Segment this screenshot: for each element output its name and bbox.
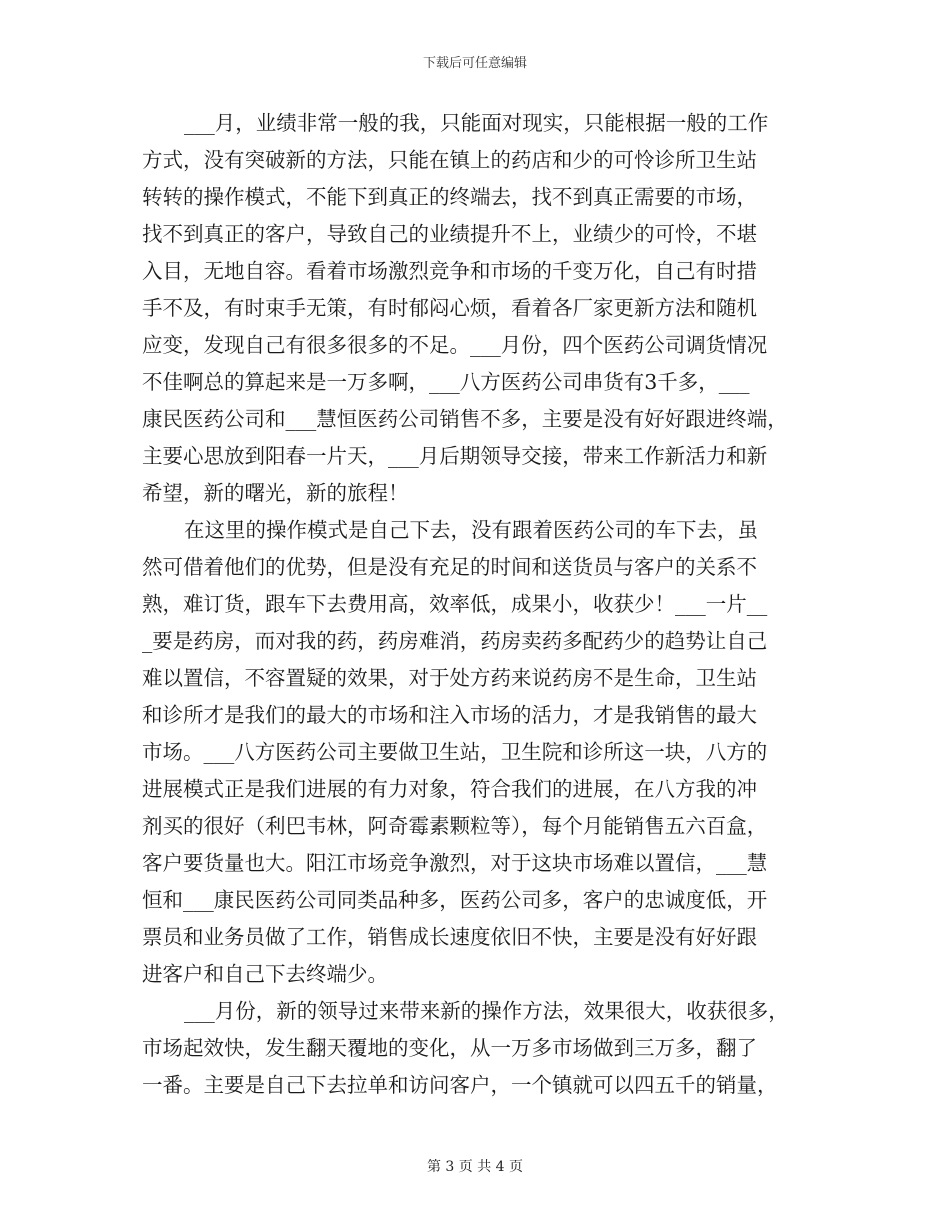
text-line: 方式，没有突破新的方法，只能在镇上的药店和少的可怜诊所卫生站 (142, 148, 757, 172)
text-line: 剂买的很好（利巴韦林，阿奇霉素颗粒等），每个月能销售五六百盒， (142, 814, 768, 838)
text-line: 市场。___八方医药公司主要做卫生站，卫生院和诊所这一块，八方的 (142, 740, 768, 764)
text-line: _要是药房，而对我的药，药房难消，药房卖药多配药少的趋势让自己 (142, 629, 768, 653)
paragraph-1 (142, 105, 822, 512)
text-line: 恒和___康民医药公司同类品种多，医药公司多，客户的忠诚度低，开 (142, 888, 768, 912)
text-line: 然可借着他们的优势，但是没有充足的时间和送货员与客户的关系不 (142, 555, 757, 579)
text-line: 应变，发现自己有很多很多的不足。___月份，四个医药公司调货情况 (142, 333, 768, 357)
text-line: 找不到真正的客户，导致自己的业绩提升不上，业绩少的可怜，不堪 (142, 222, 757, 246)
text-line: 不佳啊总的算起来是一万多啊，___八方医药公司串货有3千多，___ (142, 370, 750, 394)
document-body (142, 105, 822, 1104)
page-number-footer: 第 3 页 共 4 页 (426, 1159, 524, 1175)
text-line: 进展模式正是我们进展的有力对象，符合我们的进展，在八方我的冲 (142, 777, 757, 801)
text-line: ___月份，新的领导过来带来新的操作方法，效果很大，收获很多， (184, 999, 789, 1023)
page-header: 下载后可任意编辑 (422, 56, 527, 71)
text-line: 客户要货量也大。阳江市场竞争激烈，对于这块市场难以置信，___慧 (142, 851, 768, 875)
text-line: 在这里的操作模式是自己下去，没有跟着医药公司的车下去，虽 (184, 518, 758, 542)
text-line: ___月，业绩非常一般的我，只能面对现实，只能根据一般的工作 (184, 111, 769, 135)
text-line: 希望，新的曙光，新的旅程！ (142, 481, 409, 505)
text-line: 熟，难订货，跟车下去费用高，效率低，成果小，收获少！___一片__ (142, 592, 768, 616)
text-line: 康民医药公司和___慧恒医药公司销售不多，主要是没有好好跟进终端， (142, 407, 788, 431)
text-line: 主要心思放到阳春一片天，___月后期领导交接，带来工作新活力和新 (142, 444, 768, 468)
text-line: 进客户和自己下去终端少。 (142, 962, 388, 986)
text-line: 市场起效快，发生翻天覆地的变化，从一万多市场做到三万多，翻了 (142, 1036, 757, 1060)
text-line: 和诊所才是我们的最大的市场和注入市场的活力，才是我销售的最大 (142, 703, 757, 727)
text-line: 转转的操作模式，不能下到真正的终端去，找不到真正需要的市场， (142, 185, 757, 209)
text-line: 难以置信，不容置疑的效果，对于处方药来说药房不是生命，卫生站 (142, 666, 757, 690)
text-line: 一番。主要是自己下去拉单和访问客户，一个镇就可以四五千的销量， (142, 1073, 778, 1097)
text-line: 手不及，有时束手无策，有时郁闷心烦，看着各厂家更新方法和随机 (142, 296, 757, 320)
paragraph-3 (142, 993, 822, 1104)
paragraph-2 (142, 512, 822, 993)
text-line: 入目，无地自容。看着市场激烈竞争和市场的千变万化，自己有时措 (142, 259, 757, 283)
text-line: 票员和业务员做了工作，销售成长速度依旧不快，主要是没有好好跟 (142, 925, 757, 949)
